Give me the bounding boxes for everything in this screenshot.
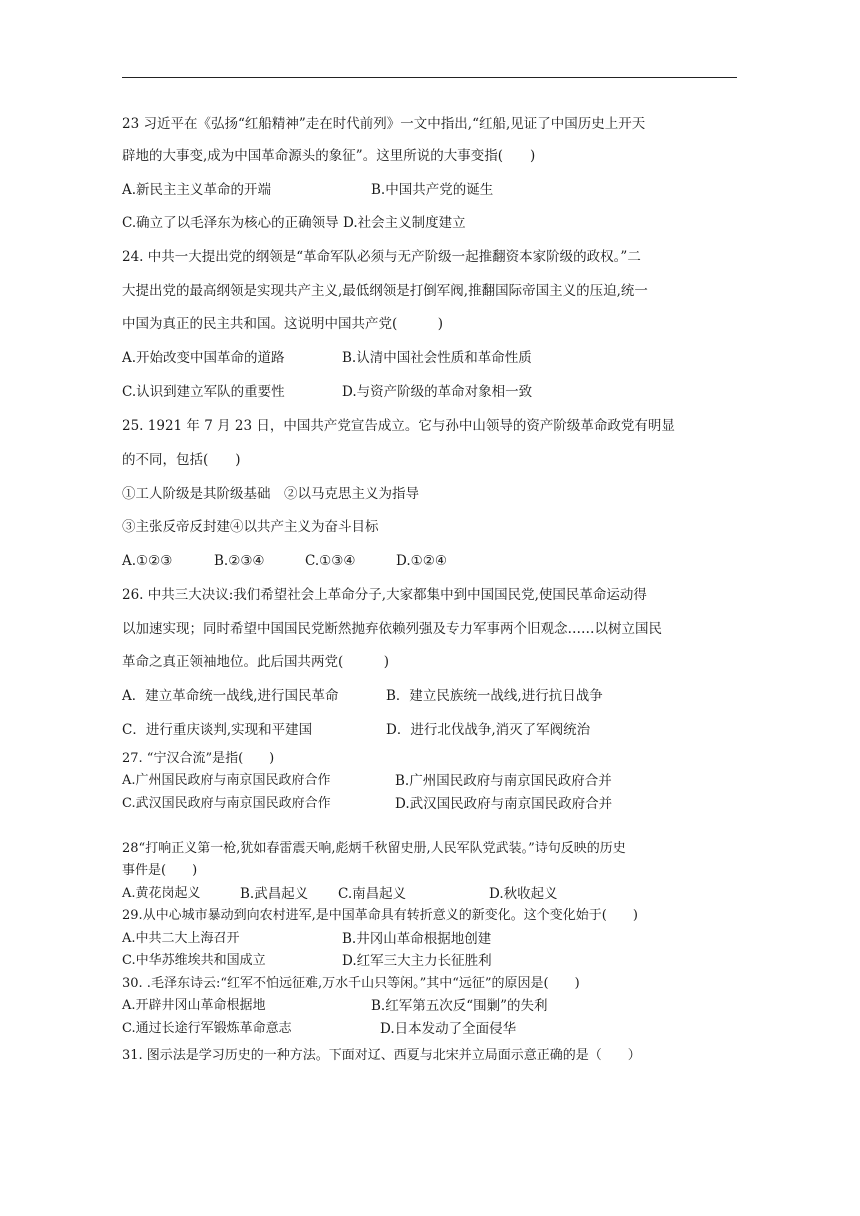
question-23-stem-line-2: 辟地的大事变,成为中国革命源头的象征”。这里所说的大事变指( ) xyxy=(122,148,536,164)
question-28-stem-line-2: 事件是( ) xyxy=(122,863,198,878)
question-30-option-a: A.开辟井冈山革命根据地 xyxy=(122,998,266,1013)
question-30-option-c: C.通过长途行军锻炼革命意志 xyxy=(122,1021,292,1036)
question-30-option-b: B.红军第五次反“围剿”的失利 xyxy=(371,998,548,1014)
question-26-option-b: B．建立民族统一战线,进行抗日战争 xyxy=(386,688,603,704)
question-25-stem-line-2: 的不同，包括( ) xyxy=(122,452,241,468)
question-25-option-b: B.②③④ xyxy=(214,553,265,569)
question-26-option-a: A．建立革命统一战线,进行国民革命 xyxy=(122,688,339,704)
question-24-option-c: C.认识到建立军队的重要性 xyxy=(122,384,285,400)
question-26-stem-line-3: 革命之真正领袖地位。此后国共两党( ) xyxy=(122,654,390,670)
header-rule xyxy=(122,77,737,78)
question-27-option-c: C.武汉国民政府与南京国民政府合作 xyxy=(122,796,331,811)
question-31-stem: 31. 图示法是学习历史的一种方法。下面对辽、西夏与北宋并立局面示意正确的是（ ） xyxy=(122,1048,641,1063)
question-29-option-b: B.井冈山革命根据地创建 xyxy=(342,931,492,947)
question-29-option-c: C.中华苏维埃共和国成立 xyxy=(122,953,266,968)
question-25-stem-line-1: 25. 1921 年 7 月 23 日，中国共产党宣告成立。它与孙中山领导的资产阶级革命政党有明显 xyxy=(122,418,675,434)
question-23-option-a: A.新民主主义革命的开端 xyxy=(122,182,272,198)
question-26-option-d: D．进行北伐战争,消灭了军阀统治 xyxy=(386,722,591,738)
question-24-option-b: B.认清中国社会性质和革命性质 xyxy=(342,350,532,366)
question-27-option-b: B.广州国民政府与南京国民政府合并 xyxy=(395,773,612,789)
question-23-option-c: C.确立了以毛泽东为核心的正确领导 xyxy=(122,215,339,231)
question-30-stem: 30. .毛泽东诗云:“红军不怕远征难,万水千山只等闲。”其中“远征”的原因是( ) xyxy=(122,976,580,991)
question-24-option-d: D.与资产阶级的革命对象相一致 xyxy=(342,384,533,400)
question-24-stem-line-3: 中国为真正的民主共和国。这说明中国共产党( ) xyxy=(122,316,444,332)
question-28-option-b: B.武昌起义 xyxy=(240,886,309,902)
question-23-stem-line-1: 23 习近平在《弘扬“红船精神”走在时代前列》一文中指出,“红船,见证了中国历史上开天 xyxy=(122,116,646,132)
question-28-stem-line-1: 28“打响正义第一枪,犹如春雷震天响,彪炳千秋留史册,人民军队党武装。”诗句反映的历史 xyxy=(122,841,626,856)
question-25-stem-line-3: ①工人阶级是其阶级基础 ②以马克思主义为指导 xyxy=(122,486,419,502)
question-27-option-a: A.广州国民政府与南京国民政府合作 xyxy=(122,773,331,788)
question-28-option-d: D.秋收起义 xyxy=(489,886,558,902)
question-26-stem-line-2: 以加速实现；同时希望中国国民党断然抛弃依赖列强及专力军事两个旧观念……以树立国民 xyxy=(122,621,662,637)
question-30-option-d: D.日本发动了全面侵华 xyxy=(380,1021,517,1037)
question-26-option-c: C．进行重庆谈判,实现和平建国 xyxy=(122,722,313,738)
question-25-option-c: C.①③④ xyxy=(305,553,356,569)
question-23-option-b: B.中国共产党的诞生 xyxy=(371,182,494,198)
question-27-option-d: D.武汉国民政府与南京国民政府合并 xyxy=(395,796,613,812)
question-29-option-d: D.红军三大主力长征胜利 xyxy=(342,953,492,969)
question-28-option-c: C.南昌起义 xyxy=(338,886,407,902)
question-26-stem-line-1: 26. 中共三大决议:我们希望社会上革命分子,大家都集中到中国国民党,使国民革命运动得 xyxy=(122,587,647,603)
question-25-stem-line-4: ③主张反帝反封建④以共产主义为奋斗目标 xyxy=(122,519,379,535)
question-28-option-a: A.黄花岗起义 xyxy=(122,886,201,901)
question-24-stem-line-2: 大提出党的最高纲领是实现共产主义,最低纲领是打倒军阀,推翻国际帝国主义的压迫,统一 xyxy=(122,283,648,299)
question-23-option-d: D.社会主义制度建立 xyxy=(343,215,466,231)
question-25-option-a: A.①②③ xyxy=(122,553,173,569)
question-24-option-a: A.开始改变中国革命的道路 xyxy=(122,350,285,366)
question-24-stem-line-1: 24. 中共一大提出党的纲领是“革命军队必须与无产阶级一起推翻资本家阶级的政权。”二 xyxy=(122,249,641,265)
question-25-option-d: D.①②④ xyxy=(396,553,447,569)
question-29-stem: 29.从中心城市暴动到向农村进军,是中国革命具有转折意义的新变化。这个变化始于( ) xyxy=(122,908,638,923)
question-27-stem: 27. “宁汉合流”是指( ) xyxy=(122,751,275,766)
question-29-option-a: A.中共二大上海召开 xyxy=(122,931,240,946)
